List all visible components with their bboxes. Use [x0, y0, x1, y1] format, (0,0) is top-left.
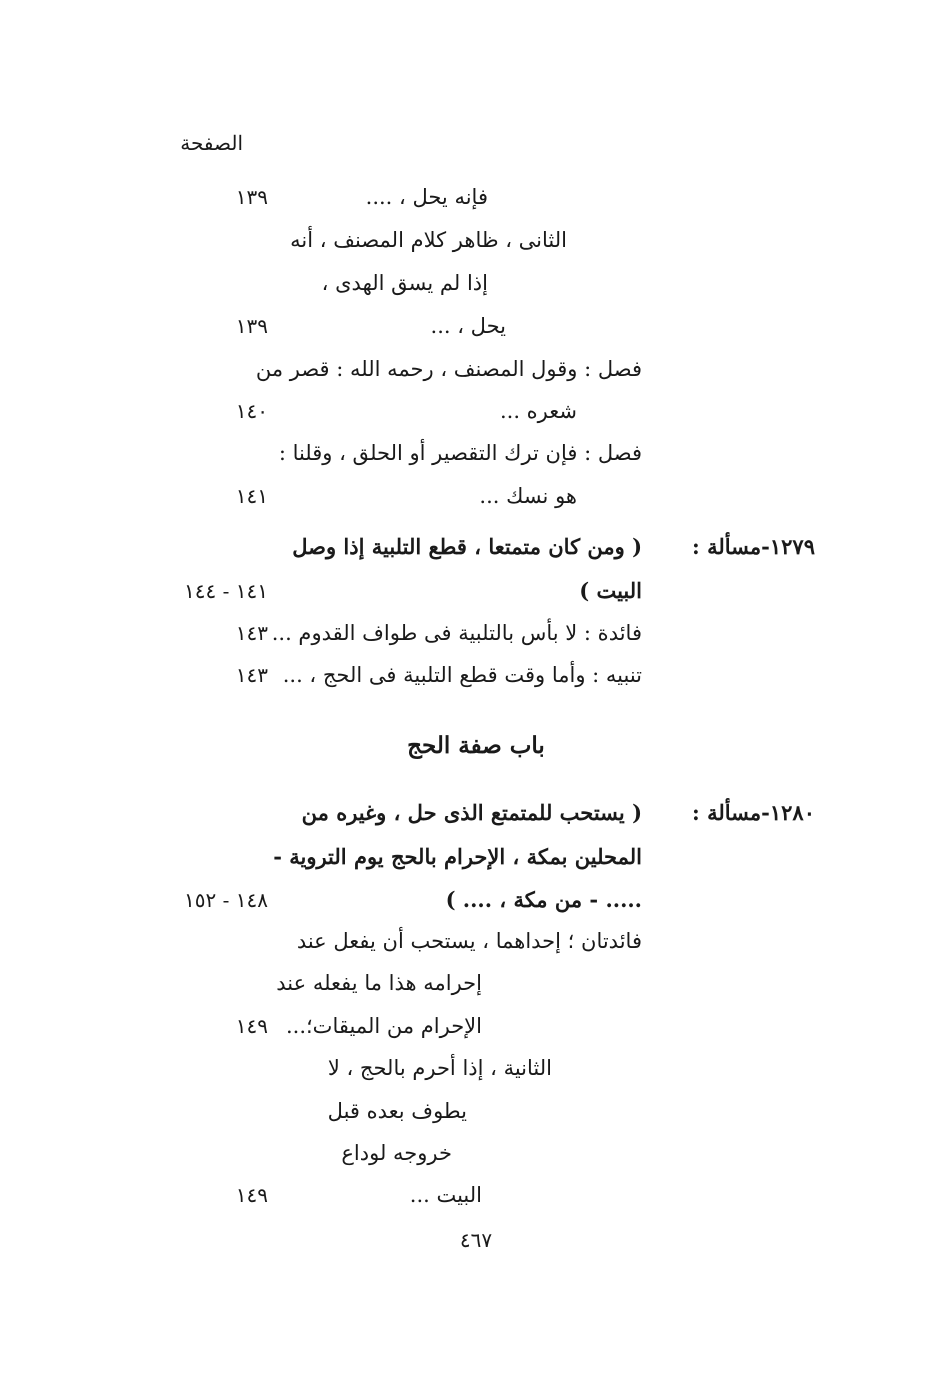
page-ref: ١٤٠: [235, 399, 268, 423]
chapter-title: باب صفة الحج: [407, 732, 545, 759]
entry-line: خروجه لوداع: [341, 1141, 452, 1165]
entry-line: إحرامه هذا ما يفعله عند: [276, 971, 482, 995]
page-ref: ١٤٣: [235, 621, 268, 645]
page-range: ١٤١ - ١٤٤: [184, 579, 268, 603]
page-ref: ١٣٩: [235, 185, 268, 209]
entry-line: يحل ، ...: [430, 314, 506, 338]
page-number: ٤٦٧: [459, 1228, 493, 1252]
entry-line: الإحرام من الميقات؛...: [285, 1014, 482, 1038]
page-ref: ١٣٩: [235, 314, 268, 338]
page-ref: ١٤٩: [235, 1014, 268, 1038]
masala-label: ١٢٧٩-مسألة :: [692, 534, 815, 559]
entry-line: فصل : فإن ترك التقصير أو الحلق ، وقلنا :: [278, 441, 642, 465]
entry-line: تنبيه : وأما وقت قطع التلبية فى الحج ، ...: [282, 663, 642, 687]
page-ref: ١٤١: [235, 484, 268, 508]
entry-line: يطوف بعده قبل: [327, 1099, 467, 1123]
entry-line: فائدتان ؛ إحداهما ، يستحب أن يفعل عند: [296, 929, 642, 953]
masala-text: ( ومن كان متمتعا ، قطع التلبية إذا وصل: [292, 534, 642, 559]
masala-text: ..... - من مكة ، .... ): [445, 887, 642, 912]
masala-text: المحلين بمكة ، الإحرام بالحج يوم التروية -: [273, 844, 642, 869]
entry-line: فإنه يحل ، ....: [365, 185, 488, 209]
entry-line: فائدة : لا بأس بالتلبية فى طواف القدوم ...: [271, 621, 642, 645]
entry-line: البيت ...: [409, 1183, 482, 1207]
entry-line: فصل : وقول المصنف ، رحمه الله : قصر من: [255, 357, 642, 381]
entry-line: الثانى ، ظاهر كلام المصنف ، أنه: [290, 228, 567, 252]
page-column-header: الصفحة: [180, 131, 243, 155]
masala-label: ١٢٨٠-مسألة :: [692, 800, 815, 825]
entry-line: شعره ...: [499, 399, 577, 423]
entry-line: هو نسك ...: [479, 484, 577, 508]
entry-line: إذا لم يسق الهدى ،: [321, 271, 488, 295]
masala-text: ( يستحب للمتمتع الذى حل ، وغيره من: [301, 800, 642, 825]
page-ref: ١٤٣: [235, 663, 268, 687]
entry-line: الثانية ، إذا أحرم بالحج ، لا: [327, 1056, 552, 1080]
page-range: ١٤٨ - ١٥٢: [184, 888, 268, 912]
page-ref: ١٤٩: [235, 1183, 268, 1207]
masala-text: البيت ): [579, 578, 642, 603]
